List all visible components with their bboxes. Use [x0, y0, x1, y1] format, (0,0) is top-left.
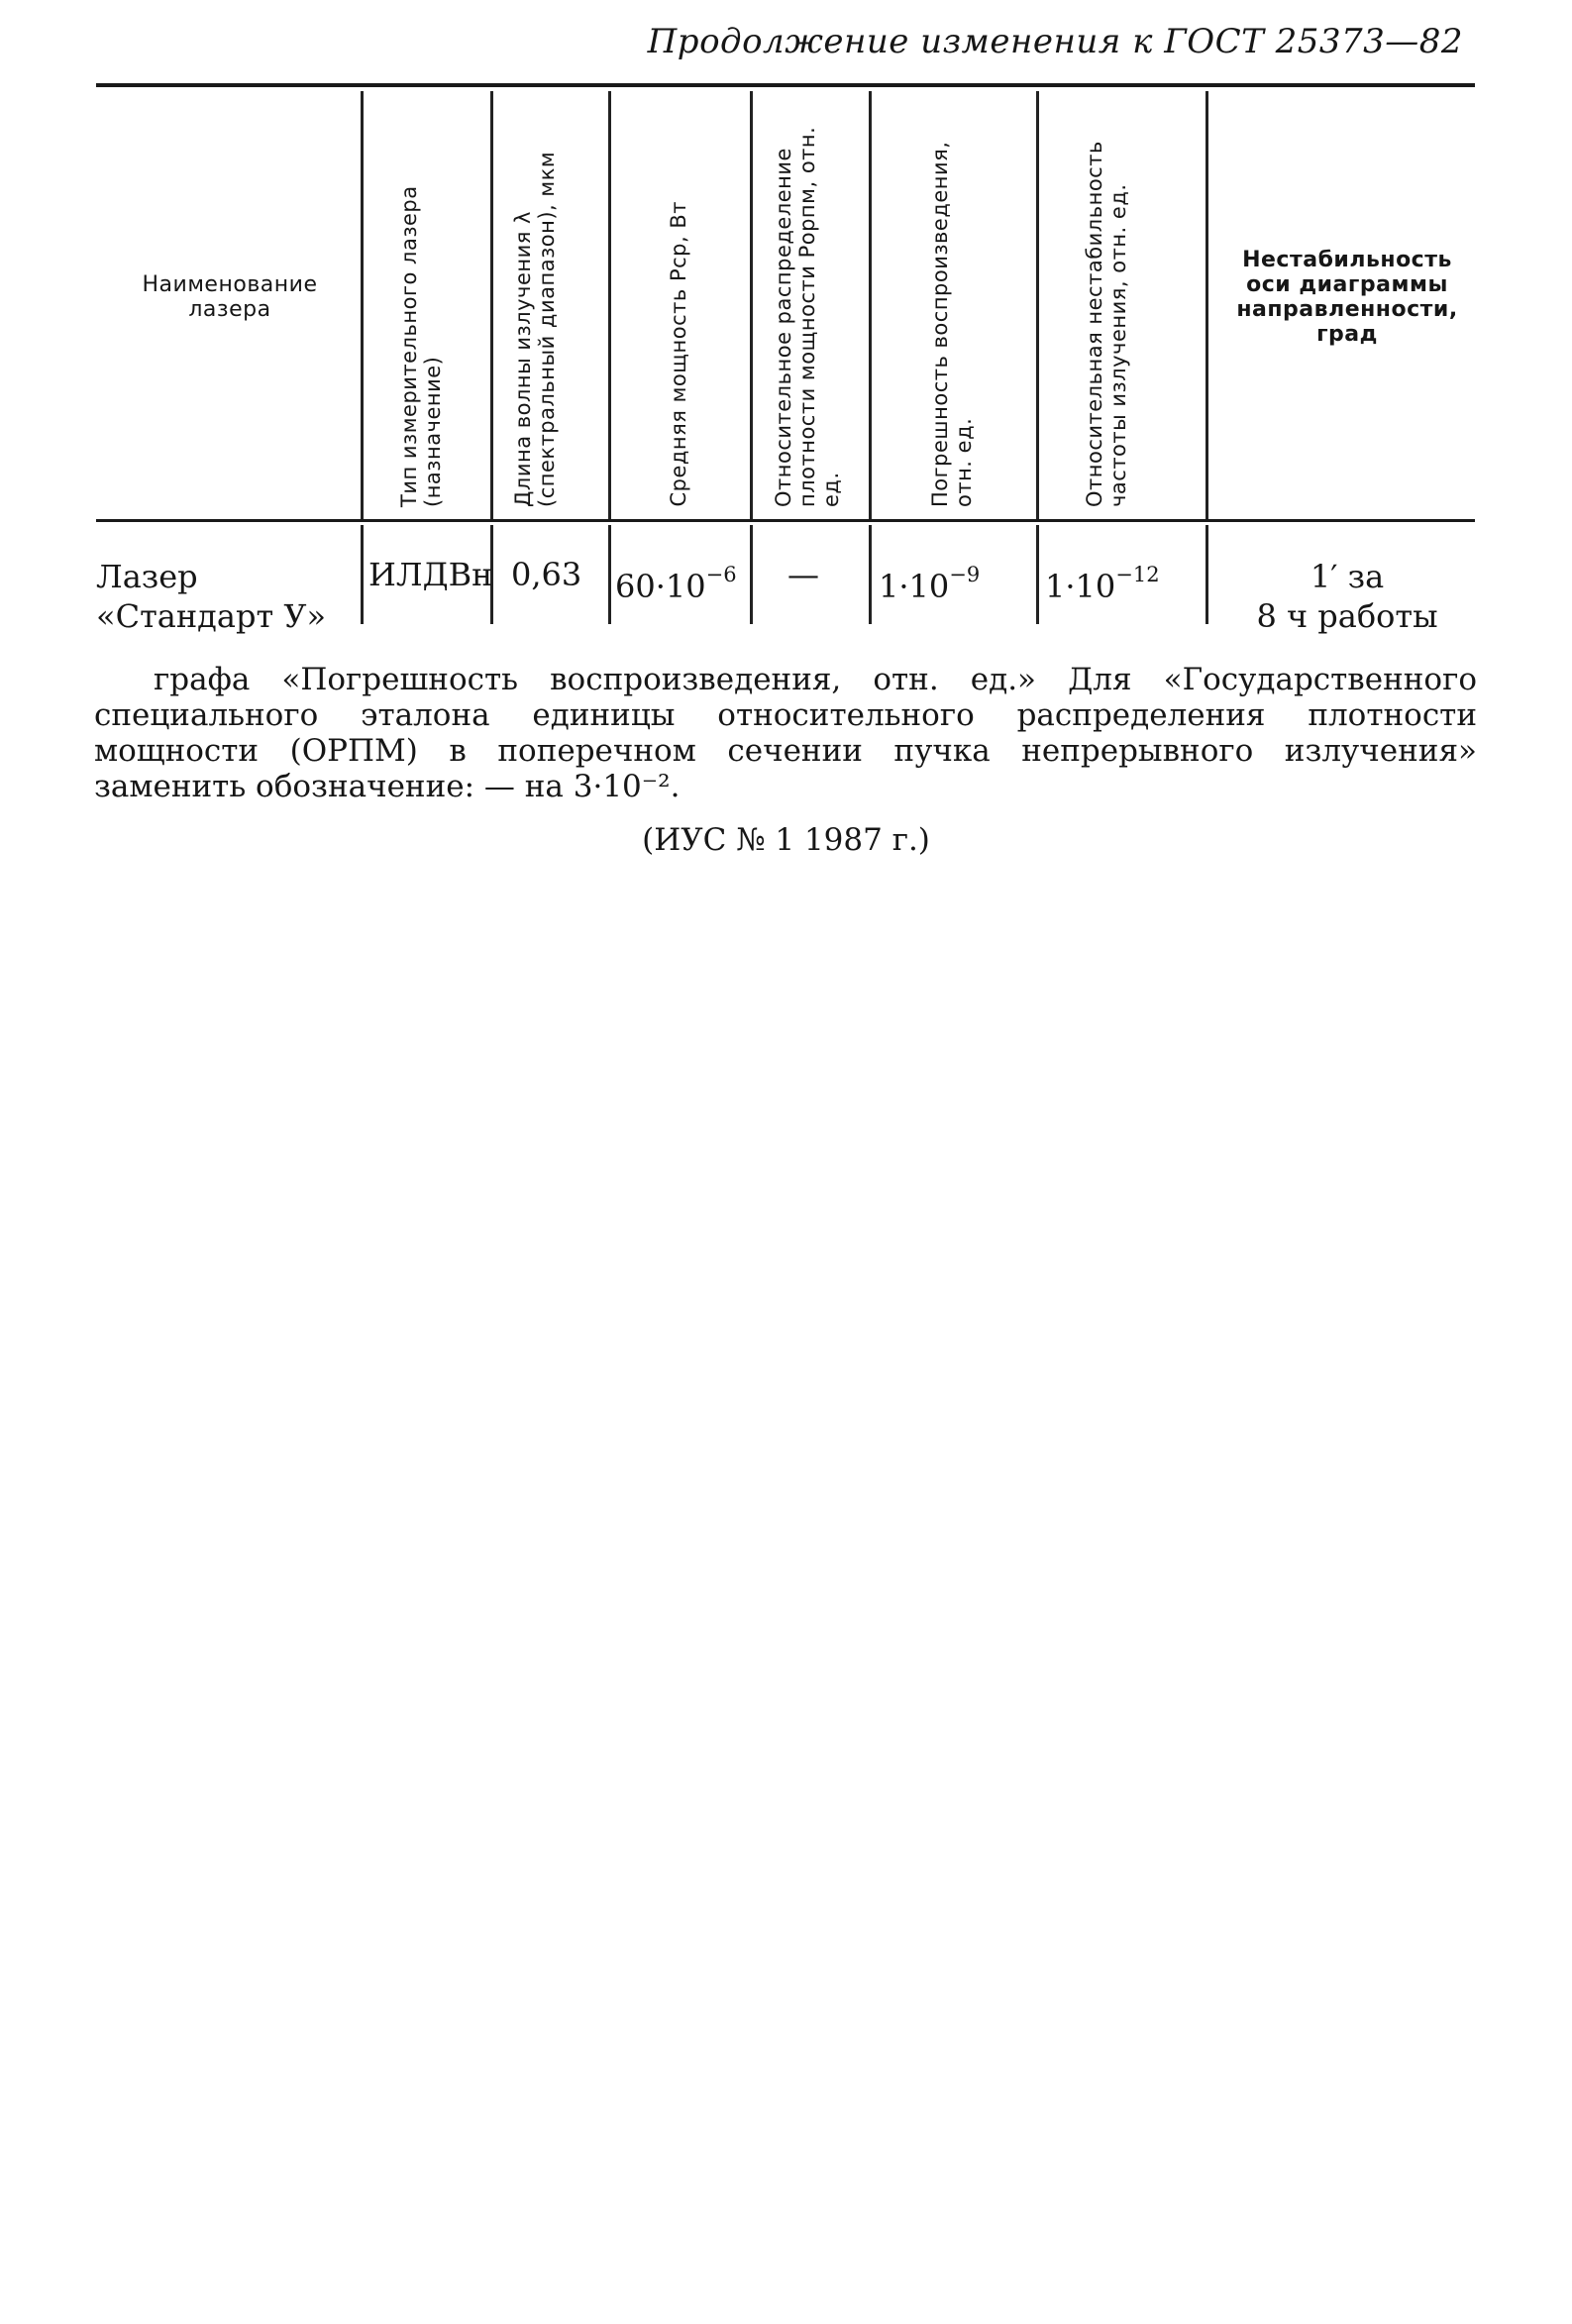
- table-header-rule: [96, 519, 1475, 522]
- cell-laser-type: ИЛДВн: [368, 556, 493, 593]
- cell-frequency: [1045, 555, 1160, 606]
- error-base: 1·10: [879, 568, 950, 605]
- error-exponent: −9: [949, 563, 981, 586]
- column-divider: [608, 525, 611, 624]
- running-head: Продолжение изменения к ГОСТ 25373—82: [647, 22, 1463, 61]
- cell-axis-instability: [1216, 557, 1478, 636]
- frequency-exponent: −12: [1115, 563, 1160, 586]
- laser-name-line2: «Стандарт У»: [96, 597, 327, 635]
- column-header-cell: [611, 91, 750, 515]
- column-header-power: Средняя мощность Pср, Вт: [667, 201, 690, 507]
- axis-line2: 8 ч работы: [1256, 597, 1438, 635]
- column-header-cell: [1039, 91, 1205, 515]
- column-divider: [750, 525, 753, 624]
- column-header-wavelength: Длина волны излучения λ (спектральный диапазон), мкм: [511, 151, 559, 507]
- power-exponent: −6: [705, 563, 737, 586]
- axis-line1: 1′ за: [1310, 558, 1385, 595]
- column-header-type: Тип измерительного лазера (назначение): [397, 185, 445, 507]
- column-header-axis: Нестабильность оси диаграммы направленности, град: [1236, 248, 1458, 347]
- column-header-orpm: Относительное распределение плотности мощности Pорпм, отн. ед.: [771, 126, 843, 507]
- cell-error: [879, 555, 980, 606]
- column-header-cell: [364, 91, 490, 515]
- amendment-text: графа «Погрешность воспроизведения, отн. ед.» Для «Государственного специального эталона единицы относительного распределения плотности мощности (ОРПМ) в поперечном сечении пучка непрерывного излучения» заменить обозначение: — на 3·10⁻².: [94, 662, 1477, 804]
- cell-laser-name: [96, 557, 326, 636]
- column-divider: [1205, 525, 1208, 624]
- cell-power: [615, 555, 737, 606]
- column-divider: [361, 525, 364, 624]
- column-header-name: Наименование лазера: [142, 272, 318, 322]
- column-header-frequency: Относительная нестабильность частоты излучения, отн. ед.: [1083, 141, 1130, 507]
- amendment-paragraph: [94, 662, 1477, 804]
- table-top-rule: [96, 83, 1475, 87]
- column-header-cell: [753, 91, 869, 515]
- column-header-error: Погрешность воспроизведения, отн. ед.: [928, 141, 976, 507]
- column-divider: [869, 525, 872, 624]
- frequency-base: 1·10: [1045, 568, 1116, 605]
- cell-orpm: —: [787, 556, 819, 593]
- column-header-cell: [493, 91, 608, 515]
- power-base: 60·10: [615, 568, 706, 605]
- column-header-cell: [872, 91, 1036, 515]
- ius-reference: (ИУС № 1 1987 г.): [642, 822, 930, 858]
- cell-wavelength: 0,63: [511, 556, 582, 593]
- column-divider: [1036, 525, 1039, 624]
- laser-name-line1: Лазер: [96, 558, 198, 595]
- column-divider: [1205, 91, 1208, 519]
